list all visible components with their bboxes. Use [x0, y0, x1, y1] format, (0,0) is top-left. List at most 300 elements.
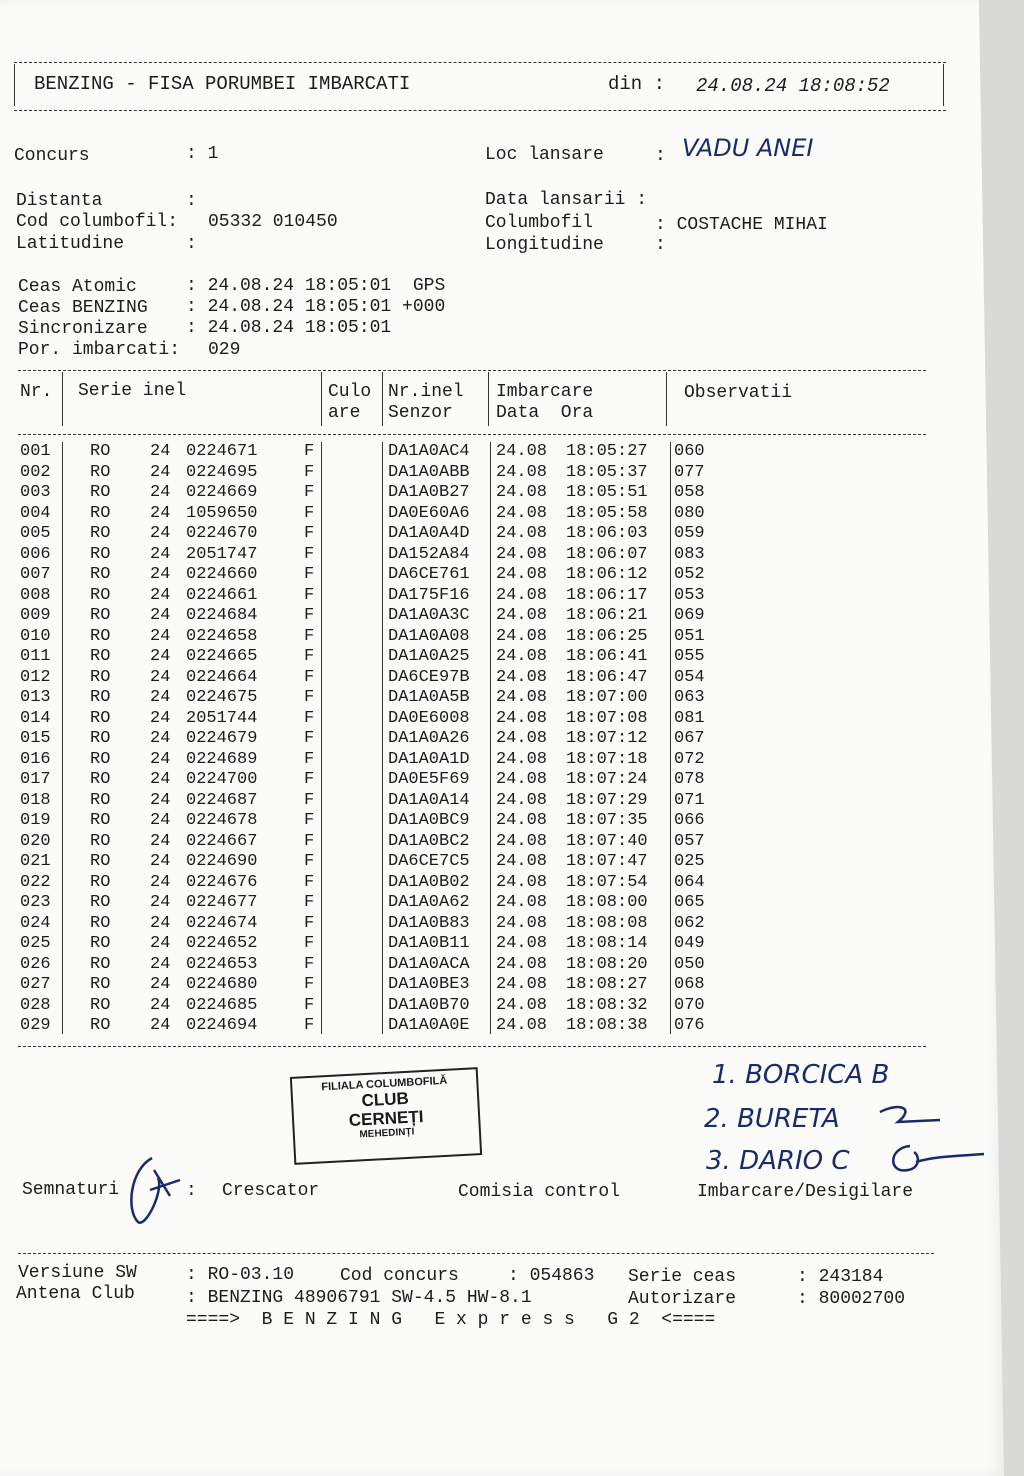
- row-nr: 025: [20, 934, 51, 953]
- table-bottom-rule: [18, 1046, 926, 1047]
- row-data: 24.08: [496, 831, 548, 851]
- semnatura-crescator: Crescator: [222, 1181, 320, 1201]
- row-senzor: DA1A0AC4: [388, 442, 470, 461]
- row-ora: 18:07:54: [566, 872, 648, 892]
- stamp-line-mehedinti: MEHEDINȚI: [359, 1126, 415, 1141]
- row-data: 24.08: [496, 524, 548, 543]
- row-senzor: DA1A0A08: [388, 626, 470, 646]
- row-an: 24: [150, 503, 171, 523]
- row-nr: 003: [20, 483, 51, 502]
- row-observatii: 081: [674, 708, 705, 728]
- row-nr: 011: [20, 647, 51, 666]
- row-sex: F: [304, 975, 315, 994]
- row-sex: F: [304, 524, 315, 543]
- row-nr: 013: [20, 688, 51, 707]
- table-row: [0, 709, 720, 729]
- row-sex: F: [304, 606, 315, 625]
- row-sex: F: [304, 647, 315, 666]
- row-observatii: 078: [674, 770, 705, 789]
- row-nr: 024: [20, 913, 51, 933]
- row-ora: 18:08:08: [566, 913, 648, 933]
- autorizare-label: Autorizare: [628, 1289, 737, 1309]
- row-an: 24: [150, 831, 171, 851]
- row-senzor: DA0E6008: [388, 708, 470, 728]
- row-senzor: DA6CE7C5: [388, 852, 470, 871]
- table-row: [0, 791, 720, 811]
- row-an: 24: [150, 462, 171, 482]
- row-sex: F: [304, 913, 315, 933]
- antena-club-label: Antena Club: [16, 1284, 135, 1304]
- row-ora: 18:07:40: [566, 831, 648, 851]
- row-tara: RO: [90, 729, 111, 748]
- distanta-sep: :: [186, 191, 197, 211]
- latitudine-sep: :: [186, 234, 197, 254]
- semnaturi-label: Semnaturi: [22, 1180, 120, 1200]
- row-an: 24: [150, 483, 171, 502]
- row-sex: F: [304, 688, 315, 707]
- distanta-label: Distanta: [16, 191, 103, 211]
- row-inel: 0224685: [186, 995, 258, 1015]
- row-data: 24.08: [496, 462, 548, 482]
- row-an: 24: [150, 954, 171, 974]
- row-data: 24.08: [496, 852, 548, 871]
- row-ora: 18:07:18: [566, 749, 648, 769]
- row-ora: 18:06:07: [566, 544, 648, 564]
- row-inel: 0224658: [186, 626, 258, 646]
- row-inel: 0224695: [186, 462, 258, 482]
- porumbei-imbarcati-value: 029: [208, 340, 241, 360]
- table-row: [0, 832, 720, 852]
- row-observatii: 083: [674, 544, 705, 564]
- row-data: 24.08: [496, 647, 548, 666]
- row-nr: 001: [20, 442, 51, 461]
- row-an: 24: [150, 524, 171, 543]
- row-tara: RO: [90, 565, 111, 584]
- row-data: 24.08: [496, 1016, 548, 1035]
- row-nr: 008: [20, 585, 51, 605]
- row-inel: 0224674: [186, 913, 258, 933]
- row-data: 24.08: [496, 585, 548, 605]
- table-row: [0, 811, 720, 831]
- row-tara: RO: [90, 626, 111, 646]
- table-row: [0, 483, 720, 503]
- row-sex: F: [304, 565, 315, 584]
- row-observatii: 060: [674, 442, 705, 461]
- row-sex: F: [304, 462, 315, 482]
- header-right-border: [943, 64, 944, 106]
- row-tara: RO: [90, 811, 111, 830]
- autorizare-value: : 80002700: [797, 1289, 906, 1309]
- row-nr: 005: [20, 524, 51, 543]
- row-an: 24: [150, 893, 171, 912]
- row-data: 24.08: [496, 565, 548, 584]
- table-row: [0, 975, 720, 995]
- row-senzor: DA1A0A1D: [388, 749, 470, 769]
- row-sex: F: [304, 831, 315, 851]
- row-senzor: DA0E5F69: [388, 770, 470, 789]
- row-data: 24.08: [496, 688, 548, 707]
- row-tara: RO: [90, 749, 111, 769]
- row-nr: 020: [20, 831, 51, 851]
- row-inel: 0224667: [186, 831, 258, 851]
- row-tara: RO: [90, 1016, 111, 1035]
- row-sex: F: [304, 585, 315, 605]
- row-nr: 014: [20, 708, 51, 728]
- versiune-value: : RO-03.10: [186, 1265, 295, 1285]
- table-body-divider-3: [382, 442, 383, 1034]
- row-senzor: DA1A0A62: [388, 893, 470, 912]
- table-col-divider-3: [382, 372, 383, 426]
- row-nr: 017: [20, 770, 51, 789]
- row-data: 24.08: [496, 954, 548, 974]
- row-data: 24.08: [496, 975, 548, 994]
- col-header-nr: Nr.: [20, 382, 53, 402]
- row-an: 24: [150, 975, 171, 994]
- row-observatii: 057: [674, 831, 705, 851]
- row-an: 24: [150, 995, 171, 1015]
- row-sex: F: [304, 893, 315, 912]
- row-nr: 004: [20, 503, 51, 523]
- row-ora: 18:08:20: [566, 954, 648, 974]
- table-row: [0, 463, 720, 483]
- row-nr: 021: [20, 852, 51, 871]
- table-row: [0, 565, 720, 585]
- latitudine-label: Latitudine: [16, 234, 125, 254]
- table-row: [0, 996, 720, 1016]
- row-tara: RO: [90, 667, 111, 687]
- row-tara: RO: [90, 913, 111, 933]
- row-inel: 0224694: [186, 1016, 258, 1035]
- row-observatii: 053: [674, 585, 705, 605]
- row-ora: 18:08:27: [566, 975, 648, 994]
- row-observatii: 071: [674, 790, 705, 810]
- row-data: 24.08: [496, 503, 548, 523]
- col-header-observatii: Observatii: [684, 383, 793, 403]
- loc-lansare-handwritten: VADU ANEI: [682, 134, 814, 162]
- row-data: 24.08: [496, 729, 548, 748]
- row-inel: 0224671: [186, 442, 258, 461]
- row-an: 24: [150, 934, 171, 953]
- col-header-culoare-2: are: [328, 403, 361, 423]
- row-data: 24.08: [496, 749, 548, 769]
- row-data: 24.08: [496, 483, 548, 502]
- handwritten-item-2: 2. BURETA: [704, 1104, 840, 1134]
- row-sex: F: [304, 708, 315, 728]
- row-nr: 023: [20, 893, 51, 912]
- longitudine-label: Longitudine: [485, 235, 604, 255]
- row-observatii: 063: [674, 688, 705, 707]
- row-inel: 0224665: [186, 647, 258, 666]
- table-col-divider-1: [62, 372, 63, 426]
- row-inel: 2051747: [186, 544, 258, 564]
- row-inel: 0224675: [186, 688, 258, 707]
- row-ora: 18:06:25: [566, 626, 648, 646]
- row-tara: RO: [90, 688, 111, 707]
- row-data: 24.08: [496, 667, 548, 687]
- row-observatii: 025: [674, 852, 705, 871]
- row-data: 24.08: [496, 913, 548, 933]
- row-tara: RO: [90, 708, 111, 728]
- row-senzor: DA1A0ABB: [388, 462, 470, 482]
- table-row: [0, 545, 720, 565]
- table-body-divider-1: [62, 442, 63, 1034]
- ceas-atomic-label: Ceas Atomic: [18, 277, 137, 297]
- table-row: [0, 770, 720, 790]
- row-an: 24: [150, 647, 171, 666]
- row-inel: 0224669: [186, 483, 258, 502]
- row-data: 24.08: [496, 811, 548, 830]
- row-data: 24.08: [496, 708, 548, 728]
- row-sex: F: [304, 995, 315, 1015]
- row-senzor: DA6CE97B: [388, 667, 470, 687]
- row-inel: 0224670: [186, 524, 258, 543]
- semnaturi-sep: :: [186, 1181, 197, 1201]
- row-observatii: 058: [674, 483, 705, 502]
- row-nr: 007: [20, 565, 51, 584]
- row-nr: 010: [20, 626, 51, 646]
- row-ora: 18:06:03: [566, 524, 648, 543]
- row-sex: F: [304, 811, 315, 830]
- row-senzor: DA1A0A4D: [388, 524, 470, 543]
- row-data: 24.08: [496, 626, 548, 646]
- row-ora: 18:06:21: [566, 606, 648, 625]
- table-col-divider-4: [488, 372, 489, 426]
- col-header-culoare-1: Culo: [328, 382, 372, 402]
- col-header-data-ora: Data Ora: [496, 403, 594, 423]
- row-ora: 18:07:35: [566, 811, 648, 830]
- row-tara: RO: [90, 790, 111, 810]
- row-an: 24: [150, 667, 171, 687]
- row-ora: 18:05:51: [566, 483, 648, 502]
- row-ora: 18:05:27: [566, 442, 648, 461]
- handwritten-signature-3: [880, 1138, 990, 1182]
- table-row: [0, 750, 720, 770]
- row-inel: 0224661: [186, 585, 258, 605]
- row-ora: 18:08:32: [566, 995, 648, 1015]
- din-label: din :: [608, 73, 666, 95]
- row-observatii: 068: [674, 975, 705, 994]
- stamp-line-filiala: FILIALA COLUMBOFILĂ: [321, 1074, 448, 1094]
- table-top-rule: [18, 370, 926, 371]
- row-senzor: DA1A0B83: [388, 913, 470, 933]
- table-header-rule: [18, 434, 926, 435]
- row-nr: 002: [20, 462, 51, 482]
- row-data: 24.08: [496, 995, 548, 1015]
- row-inel: 0224679: [186, 729, 258, 748]
- table-col-divider-5: [666, 372, 667, 426]
- row-data: 24.08: [496, 770, 548, 789]
- sincronizare-value: : 24.08.24 18:05:01: [186, 318, 392, 338]
- table-row: [0, 893, 720, 913]
- row-observatii: 062: [674, 913, 705, 933]
- row-ora: 18:08:38: [566, 1016, 648, 1035]
- handwritten-mark-2: [870, 1100, 950, 1134]
- row-observatii: 069: [674, 606, 705, 625]
- row-senzor: DA1A0A0E: [388, 1016, 470, 1035]
- header-bottom-rule: [14, 110, 946, 111]
- row-sex: F: [304, 483, 315, 502]
- row-data: 24.08: [496, 934, 548, 953]
- row-senzor: DA1A0B70: [388, 995, 470, 1015]
- col-header-senzor: Senzor: [388, 403, 453, 423]
- club-stamp: [290, 1067, 482, 1165]
- semnatura-imbarcare: Imbarcare/Desigilare: [697, 1182, 914, 1202]
- row-ora: 18:05:58: [566, 503, 648, 523]
- row-nr: 028: [20, 995, 51, 1015]
- table-row: [0, 688, 720, 708]
- semnatura-comisia: Comisia control: [458, 1182, 621, 1202]
- row-tara: RO: [90, 606, 111, 625]
- cod-columbofil-value: 05332 010450: [208, 212, 338, 232]
- table-row: [0, 934, 720, 954]
- table-row: [0, 873, 720, 893]
- row-senzor: DA6CE761: [388, 565, 470, 584]
- row-senzor: DA1A0A5B: [388, 688, 470, 707]
- row-tara: RO: [90, 954, 111, 974]
- row-sex: F: [304, 1016, 315, 1035]
- row-observatii: 052: [674, 565, 705, 584]
- row-inel: 0224690: [186, 852, 258, 871]
- table-col-divider-2: [321, 372, 322, 426]
- row-an: 24: [150, 606, 171, 625]
- handwritten-item-3: 3. DARIO C: [706, 1146, 850, 1176]
- row-an: 24: [150, 913, 171, 933]
- row-an: 24: [150, 749, 171, 769]
- row-observatii: 065: [674, 893, 705, 912]
- row-an: 24: [150, 708, 171, 728]
- row-an: 24: [150, 811, 171, 830]
- row-tara: RO: [90, 483, 111, 502]
- row-nr: 026: [20, 954, 51, 974]
- row-senzor: DA1A0B11: [388, 934, 470, 953]
- row-nr: 016: [20, 749, 51, 769]
- row-observatii: 050: [674, 954, 705, 974]
- row-tara: RO: [90, 934, 111, 953]
- row-sex: F: [304, 503, 315, 523]
- row-tara: RO: [90, 503, 111, 523]
- row-sex: F: [304, 667, 315, 687]
- row-tara: RO: [90, 995, 111, 1015]
- print-datetime: 24.08.24 18:08:52: [696, 75, 890, 97]
- row-ora: 18:06:47: [566, 667, 648, 687]
- table-row: [0, 729, 720, 749]
- row-ora: 18:07:08: [566, 708, 648, 728]
- antena-club-value: : BENZING 48906791 SW-4.5 HW-8.1: [186, 1288, 532, 1308]
- row-data: 24.08: [496, 893, 548, 912]
- row-nr: 027: [20, 975, 51, 994]
- row-tara: RO: [90, 585, 111, 605]
- table-row: [0, 668, 720, 688]
- row-senzor: DA1A0A26: [388, 729, 470, 748]
- table-row: [0, 442, 720, 462]
- row-nr: 019: [20, 811, 51, 830]
- row-tara: RO: [90, 975, 111, 994]
- cod-concurs-value: : 054863: [508, 1266, 595, 1286]
- table-body-divider-2: [321, 442, 322, 1034]
- document-title: BENZING - FISA PORUMBEI IMBARCATI: [34, 73, 411, 95]
- row-an: 24: [150, 688, 171, 707]
- row-an: 24: [150, 729, 171, 748]
- row-tara: RO: [90, 462, 111, 482]
- cod-concurs-label: Cod concurs: [340, 1266, 459, 1286]
- row-sex: F: [304, 934, 315, 953]
- row-inel: 0224652: [186, 934, 258, 953]
- row-an: 24: [150, 585, 171, 605]
- row-an: 24: [150, 544, 171, 564]
- row-an: 24: [150, 790, 171, 810]
- serie-ceas-label: Serie ceas: [628, 1267, 737, 1287]
- row-an: 24: [150, 442, 171, 461]
- row-inel: 0224676: [186, 872, 258, 892]
- row-tara: RO: [90, 647, 111, 666]
- row-senzor: DA1A0BE3: [388, 975, 470, 994]
- versiune-label: Versiune SW: [18, 1263, 137, 1283]
- table-row: [0, 504, 720, 524]
- header-left-border: [14, 64, 15, 106]
- ceas-benzing-label: Ceas BENZING: [18, 298, 148, 318]
- row-observatii: 055: [674, 647, 705, 666]
- row-sex: F: [304, 442, 315, 461]
- row-inel: 0224684: [186, 606, 258, 625]
- row-sex: F: [304, 790, 315, 810]
- row-sex: F: [304, 544, 315, 564]
- row-nr: 009: [20, 606, 51, 625]
- row-tara: RO: [90, 544, 111, 564]
- concurs-label: Concurs: [14, 146, 90, 166]
- row-an: 24: [150, 770, 171, 789]
- table-body-divider-5: [670, 442, 671, 1034]
- table-body-divider-4: [490, 442, 491, 1034]
- col-header-serie-inel: Serie inel: [78, 381, 187, 401]
- row-an: 24: [150, 872, 171, 892]
- row-tara: RO: [90, 442, 111, 461]
- stamp-line-cerneti: CERNEȚI: [348, 1107, 424, 1130]
- row-observatii: 059: [674, 524, 705, 543]
- row-inel: 0224660: [186, 565, 258, 584]
- row-observatii: 077: [674, 462, 705, 482]
- row-tara: RO: [90, 893, 111, 912]
- row-tara: RO: [90, 872, 111, 892]
- row-inel: 0224680: [186, 975, 258, 994]
- data-lansarii-label: Data lansarii :: [485, 190, 648, 210]
- handwritten-signature-crescator: [124, 1150, 194, 1230]
- row-senzor: DA1A0B02: [388, 872, 470, 892]
- row-observatii: 076: [674, 1016, 705, 1035]
- row-inel: 0224687: [186, 790, 258, 810]
- row-observatii: 067: [674, 729, 705, 748]
- row-an: 24: [150, 852, 171, 871]
- col-header-imbarcare: Imbarcare: [496, 382, 594, 402]
- row-an: 24: [150, 1016, 171, 1035]
- row-data: 24.08: [496, 442, 548, 461]
- table-row: [0, 852, 720, 872]
- footer-rule: [18, 1253, 934, 1254]
- row-observatii: 049: [674, 934, 705, 953]
- row-data: 24.08: [496, 544, 548, 564]
- row-ora: 18:06:41: [566, 647, 648, 666]
- stamp-line-club: CLUB: [361, 1088, 410, 1111]
- row-observatii: 054: [674, 667, 705, 687]
- row-an: 24: [150, 565, 171, 584]
- porumbei-imbarcati-label: Por. imbarcati:: [18, 340, 181, 360]
- row-nr: 006: [20, 544, 51, 564]
- row-senzor: DA1A0BC2: [388, 831, 470, 851]
- row-nr: 018: [20, 790, 51, 810]
- row-ora: 18:06:17: [566, 585, 648, 605]
- row-inel: 0224677: [186, 893, 258, 912]
- table-row: [0, 955, 720, 975]
- row-tara: RO: [90, 831, 111, 851]
